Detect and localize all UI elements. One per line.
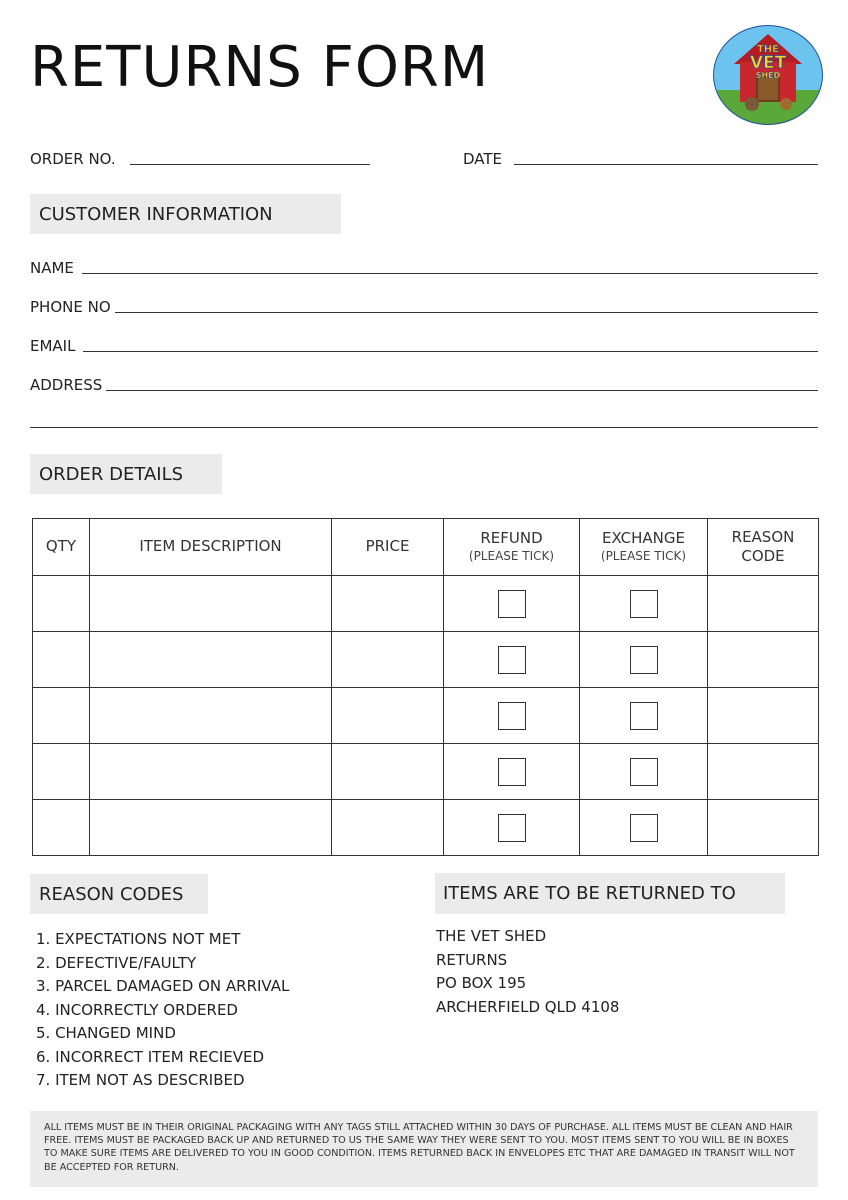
refund-cell bbox=[444, 800, 580, 856]
refund-cell bbox=[444, 688, 580, 744]
table-row bbox=[33, 688, 819, 744]
reason-code-cell[interactable] bbox=[708, 576, 819, 632]
list-item: 7. ITEM NOT AS DESCRIBED bbox=[36, 1071, 245, 1089]
exchange-cell bbox=[580, 744, 708, 800]
table-row bbox=[33, 632, 819, 688]
phone-input[interactable] bbox=[115, 311, 818, 313]
list-item: 4. INCORRECTLY ORDERED bbox=[36, 1000, 238, 1019]
reason-code-cell[interactable] bbox=[708, 688, 819, 744]
price-cell[interactable] bbox=[332, 632, 444, 688]
table-header-row bbox=[33, 519, 819, 576]
reason-code-cell[interactable] bbox=[708, 632, 819, 688]
order-no-row bbox=[30, 148, 370, 168]
reason-code-cell[interactable] bbox=[708, 744, 819, 800]
qty-cell[interactable] bbox=[33, 744, 90, 800]
list-item: 3. PARCEL DAMAGED ON ARRIVAL bbox=[36, 977, 290, 995]
name-label: NAME bbox=[30, 259, 74, 277]
reason-codes-heading: REASON CODES bbox=[30, 874, 208, 914]
col-reason-code: REASON CODE bbox=[708, 519, 819, 576]
qty-cell[interactable] bbox=[33, 632, 90, 688]
description-cell[interactable] bbox=[90, 744, 332, 800]
refund-checkbox[interactable] bbox=[498, 702, 526, 730]
list-item: 5. CHANGED MIND bbox=[36, 1024, 176, 1042]
address-line-2[interactable] bbox=[30, 427, 818, 428]
date-row bbox=[463, 148, 818, 168]
email-row bbox=[30, 335, 818, 355]
price-cell[interactable] bbox=[332, 800, 444, 856]
logo-text-vet: VET bbox=[749, 53, 787, 73]
qty-cell[interactable] bbox=[33, 688, 90, 744]
table-row bbox=[33, 576, 819, 632]
qty-cell[interactable] bbox=[33, 800, 90, 856]
phone-label: PHONE NO bbox=[30, 298, 111, 316]
customer-info-heading: CUSTOMER INFORMATION bbox=[30, 194, 341, 234]
vet-shed-logo bbox=[712, 24, 824, 126]
list-item: 6. INCORRECT ITEM RECIEVED bbox=[36, 1047, 265, 1066]
exchange-checkbox[interactable] bbox=[630, 814, 658, 842]
date-input[interactable] bbox=[514, 163, 818, 165]
qty-cell[interactable] bbox=[33, 576, 90, 632]
address-line: RETURNS bbox=[436, 950, 508, 969]
address-line: ARCHERFIELD QLD 4108 bbox=[436, 997, 620, 1016]
table-row bbox=[33, 800, 819, 856]
exchange-cell bbox=[580, 688, 708, 744]
address-label: ADDRESS bbox=[30, 376, 103, 394]
reason-code-cell[interactable] bbox=[708, 800, 819, 856]
email-label: EMAIL bbox=[30, 337, 76, 355]
exchange-cell bbox=[580, 800, 708, 856]
address-input[interactable] bbox=[106, 389, 818, 391]
address-row bbox=[30, 374, 818, 394]
description-cell[interactable] bbox=[90, 632, 332, 688]
return-policy-notice: ALL ITEMS MUST BE IN THEIR ORIGINAL PACKAGING WITH ANY TAGS STILL ATTACHED WITHIN 30 DAYS OF PURCHASE. ALL ITEMS MUST BE CLEAN AND HAIR FREE. ITEMS MUST BE PACKAGED BACK UP AND RETURNED TO US THE SAME WAY THEY WERE SENT TO YOU. MOST ITEMS SENT TO YOU WILL BE IN BOXES TO MAKE SURE ITEMS ARE DELIVERED TO YOU IN GOOD CONDITION. ITEMS RETURNED BACK IN ENVELOPES ETC THAT ARE DAMAGED IN TRANSIT WILL NOT BE ACCEPTED FOR RETURN. bbox=[30, 1111, 818, 1187]
description-cell[interactable] bbox=[90, 576, 332, 632]
price-cell[interactable] bbox=[332, 576, 444, 632]
col-exchange: EXCHANGE (PLEASE TICK) bbox=[580, 519, 708, 576]
refund-cell bbox=[444, 744, 580, 800]
exchange-checkbox[interactable] bbox=[630, 758, 658, 786]
logo-text-shed: SHED bbox=[755, 71, 781, 80]
order-no-label: ORDER NO. bbox=[30, 150, 116, 168]
list-item: 1. EXPECTATIONS NOT MET bbox=[36, 930, 241, 948]
refund-checkbox[interactable] bbox=[498, 646, 526, 674]
refund-checkbox[interactable] bbox=[498, 814, 526, 842]
refund-cell bbox=[444, 632, 580, 688]
refund-cell bbox=[444, 576, 580, 632]
col-refund: REFUND (PLEASE TICK) bbox=[444, 519, 580, 576]
phone-row bbox=[30, 296, 818, 316]
exchange-checkbox[interactable] bbox=[630, 702, 658, 730]
refund-checkbox[interactable] bbox=[498, 758, 526, 786]
return-address-heading: ITEMS ARE TO BE RETURNED TO bbox=[435, 873, 785, 914]
page-title: RETURNS FORM bbox=[30, 35, 490, 100]
reason-codes-list bbox=[36, 928, 289, 1093]
table-row bbox=[33, 744, 819, 800]
order-details-table bbox=[32, 518, 819, 856]
refund-checkbox[interactable] bbox=[498, 590, 526, 618]
logo-text-the: THE bbox=[756, 44, 780, 55]
address-line: PO BOX 195 bbox=[436, 974, 527, 992]
price-cell[interactable] bbox=[332, 744, 444, 800]
exchange-checkbox[interactable] bbox=[630, 646, 658, 674]
order-no-input[interactable] bbox=[130, 163, 370, 165]
return-address bbox=[436, 925, 619, 1019]
exchange-cell bbox=[580, 632, 708, 688]
exchange-checkbox[interactable] bbox=[630, 590, 658, 618]
price-cell[interactable] bbox=[332, 688, 444, 744]
description-cell[interactable] bbox=[90, 688, 332, 744]
col-item-description: ITEM DESCRIPTION bbox=[90, 519, 332, 576]
name-input[interactable] bbox=[82, 272, 818, 274]
email-input[interactable] bbox=[83, 350, 818, 352]
name-row bbox=[30, 257, 818, 277]
order-details-heading: ORDER DETAILS bbox=[30, 454, 222, 494]
description-cell[interactable] bbox=[90, 800, 332, 856]
date-label: DATE bbox=[463, 150, 503, 168]
list-item: 2. DEFECTIVE/FAULTY bbox=[36, 953, 197, 972]
address-line: THE VET SHED bbox=[436, 927, 547, 945]
col-price: PRICE bbox=[332, 519, 444, 576]
exchange-cell bbox=[580, 576, 708, 632]
col-qty: QTY bbox=[33, 519, 90, 576]
